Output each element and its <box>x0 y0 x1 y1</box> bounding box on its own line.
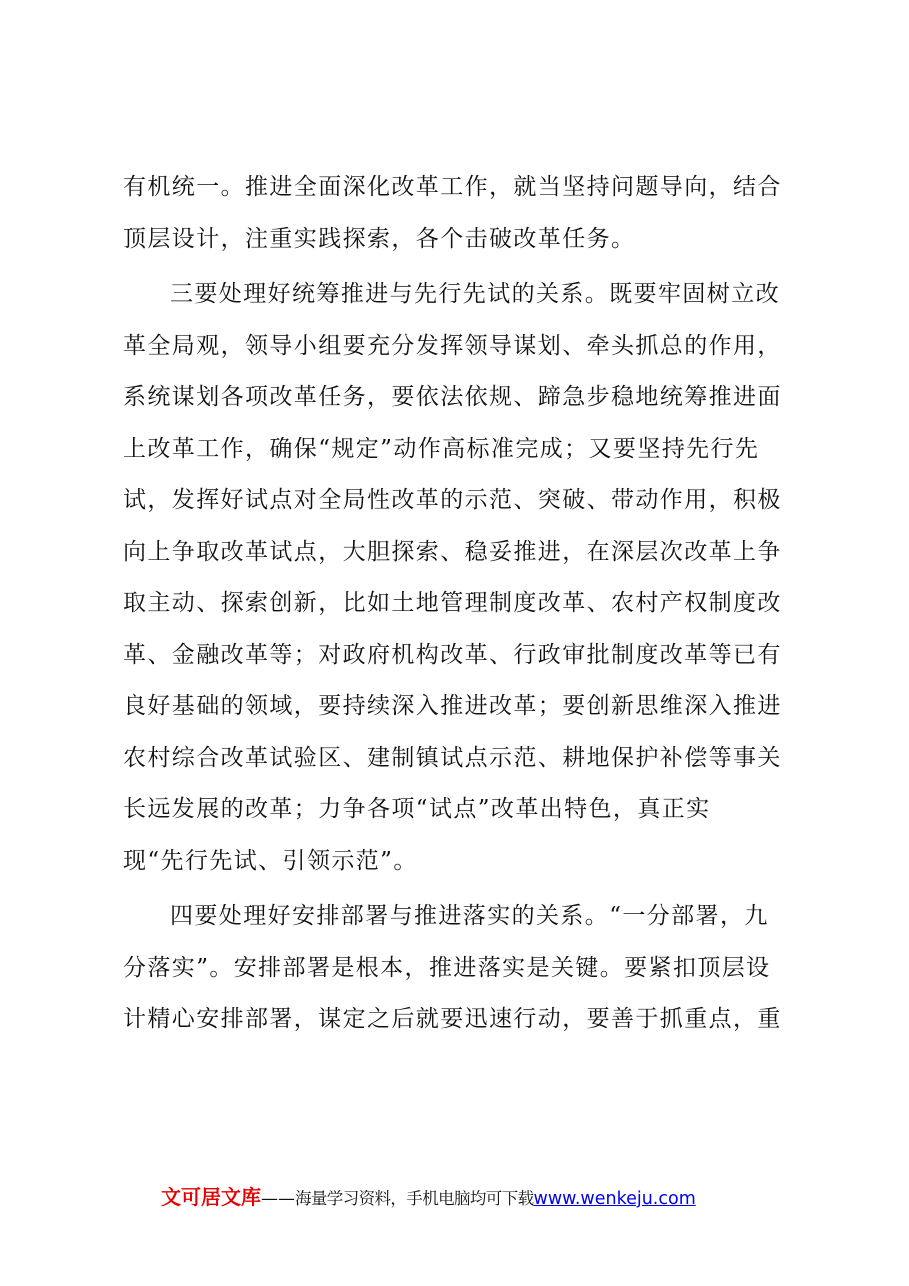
text-line: 现“先行先试、引领示范”。 <box>123 847 418 874</box>
text-line: 顶层设计，注重实践探索，各个击破改革任务。 <box>123 225 636 252</box>
text-line: 长远发展的改革；力争各项“试点”改革出特色，真正实 <box>123 796 711 822</box>
text-line: 良好基础的领域，要持续深入推进改革；要创新思维深入推进 <box>123 693 782 719</box>
text-line: 计精心安排部署，谋定之后就要迅速行动，要善于抓重点，重 <box>123 1006 782 1032</box>
text-line: 农村综合改革试验区、建制镇试点示范、耕地保护补偿等事关 <box>123 744 782 771</box>
text-line: 革、金融改革等；对政府机构改革、行政审批制度改革等已有 <box>123 641 782 668</box>
text-line: 革全局观，领导小组要充分发挥领导谋划、牵头抓总的作用， <box>123 332 782 359</box>
paragraph-start-line: 四要处理好安排部署与推进落实的关系。“一分部署，九 <box>170 903 769 929</box>
text-line: 上改革工作，确保“规定”动作高标准完成；又要坚持先行先 <box>123 435 760 462</box>
page-footer <box>161 1181 801 1213</box>
footer-tagline: 海量学习资料，手机电脑均可下载 <box>295 1189 534 1208</box>
text-line: 系统谋划各项改革任务，要依法依规、蹄急步稳地统筹推进面 <box>123 384 782 410</box>
footer-brand: 文可居文库 <box>161 1185 261 1209</box>
text-line: 有机统一。推进全面深化改革工作，就当坚持问题导向，结合 <box>123 174 782 200</box>
text-line: 取主动、探索创新，比如土地管理制度改革、农村产权制度改 <box>123 590 782 616</box>
document-body <box>123 162 783 1046</box>
paragraph-start-line: 三要处理好统筹推进与先行先试的关系。既要牢固树立改 <box>170 281 780 307</box>
text-line: 分落实”。安排部署是根本，推进落实是关键。要紧扣顶层设 <box>123 954 771 981</box>
text-line: 向上争取改革试点，大胆探索、稳妥推进，在深层次改革上争 <box>123 538 782 565</box>
footer-link[interactable]: www.wenkeju.com <box>533 1189 696 1209</box>
text-line: 试，发挥好试点对全局性改革的示范、突破、带动作用，积极 <box>123 487 782 513</box>
footer-dash: —— <box>261 1189 295 1209</box>
